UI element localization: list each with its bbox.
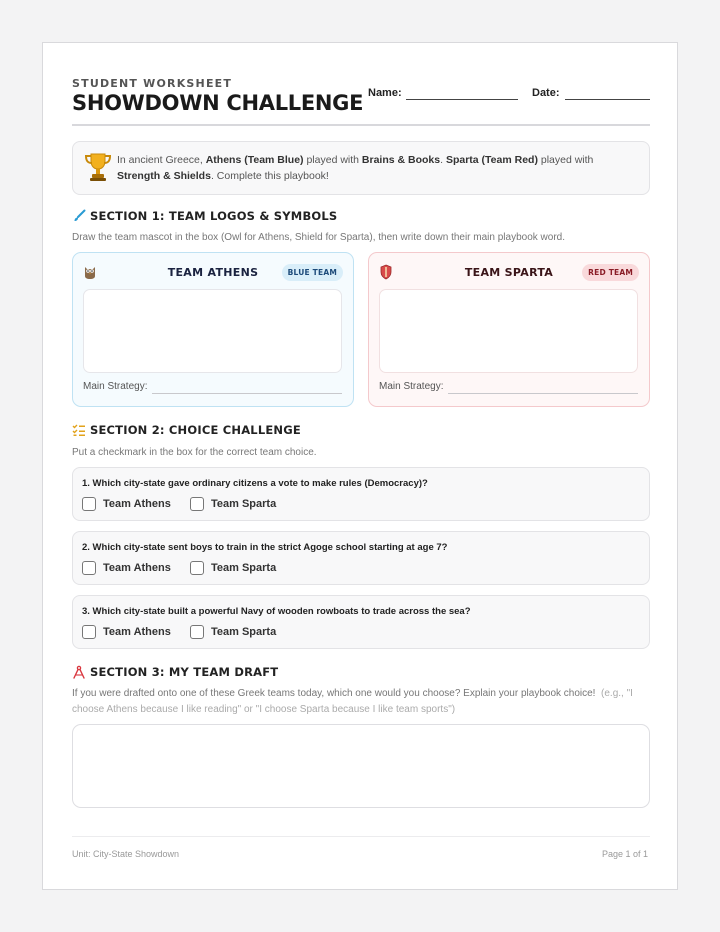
option-label: Team Sparta xyxy=(211,562,277,574)
intro-text-part: In ancient Greece, xyxy=(117,154,206,166)
team-sparta-card xyxy=(368,252,650,407)
intro-text-part: . xyxy=(440,154,446,166)
section-1-title: SECTION 1: TEAM LOGOS & SYMBOLS xyxy=(90,209,338,223)
blue-team-badge: BLUE TEAM xyxy=(282,264,343,281)
section-3-example: (e.g., "I choose Athens because I like reading" or "I choose Sparta because I like team sports") xyxy=(72,688,633,715)
section-3-title: SECTION 3: MY TEAM DRAFT xyxy=(90,665,279,679)
footer-divider xyxy=(72,836,650,837)
team-sparta-name: TEAM SPARTA xyxy=(464,266,554,279)
checkbox[interactable] xyxy=(82,625,96,639)
option-team-sparta[interactable] xyxy=(190,561,276,575)
option-team-athens[interactable] xyxy=(82,561,171,575)
date-field[interactable] xyxy=(565,99,650,100)
question-text: 1. Which city-state gave ordinary citizens a vote to make rules (Democracy)? xyxy=(82,478,428,489)
trophy-icon xyxy=(83,151,113,183)
athens-drawing-box[interactable] xyxy=(83,289,342,373)
option-team-athens[interactable] xyxy=(82,625,171,639)
intro-text-part: . Complete this playbook! xyxy=(210,170,329,182)
checklist-icon xyxy=(72,423,86,437)
question-card xyxy=(72,531,650,585)
intro-athens-highlight: Athens (Team Blue) xyxy=(205,154,304,166)
intro-sparta-highlight: Sparta (Team Red) xyxy=(445,154,538,166)
question-card xyxy=(72,467,650,521)
section-3-heading xyxy=(72,665,278,679)
option-label: Team Sparta xyxy=(211,498,277,510)
intro-athens-trait: Brains & Books xyxy=(361,154,441,166)
option-label: Team Sparta xyxy=(211,626,277,638)
section-2-title: SECTION 2: CHOICE CHALLENGE xyxy=(90,423,301,437)
section-1-description: Draw the team mascot in the box (Owl for Athens, Shield for Sparta), then write down their main playbook word. xyxy=(72,232,566,243)
question-text: 2. Which city-state sent boys to train in the strict Agoge school starting at age 7? xyxy=(82,542,448,553)
option-label: Team Athens xyxy=(103,626,171,638)
intro-text xyxy=(117,152,637,184)
checkbox[interactable] xyxy=(82,497,96,511)
checkbox[interactable] xyxy=(190,497,204,511)
intro-sparta-trait: Strength & Shields xyxy=(117,170,211,182)
paintbrush-icon xyxy=(72,209,86,223)
athens-strategy-field[interactable] xyxy=(152,393,342,394)
checkbox[interactable] xyxy=(190,625,204,639)
team-athens-card xyxy=(72,252,354,407)
sparta-drawing-box[interactable] xyxy=(379,289,638,373)
red-team-badge: RED TEAM xyxy=(582,264,639,281)
team-athens-name: TEAM ATHENS xyxy=(167,266,259,279)
sparta-strategy-field[interactable] xyxy=(448,393,638,394)
athens-strategy-label: Main Strategy: xyxy=(83,381,148,392)
option-team-athens[interactable] xyxy=(82,497,171,511)
question-card xyxy=(72,595,650,649)
section-3-prompt: If you were drafted onto one of these Greek teams today, which one would you choose? Explain your playbook choice! xyxy=(72,688,596,699)
name-label: Name: xyxy=(368,87,402,99)
checkbox[interactable] xyxy=(82,561,96,575)
option-team-sparta[interactable] xyxy=(190,497,276,511)
section-2-heading xyxy=(72,423,301,437)
worksheet-header xyxy=(72,77,650,126)
section-2-description: Put a checkmark in the box for the correct team choice. xyxy=(72,447,317,458)
section-1-heading xyxy=(72,209,337,223)
intro-callout xyxy=(72,141,650,195)
team-draft-answer-box[interactable] xyxy=(72,724,650,808)
page-title: SHOWDOWN CHALLENGE xyxy=(72,91,364,115)
sparta-strategy-label: Main Strategy: xyxy=(379,381,444,392)
question-text: 3. Which city-state built a powerful Navy of wooden rowboats to trade across the sea? xyxy=(82,606,471,617)
option-team-sparta[interactable] xyxy=(190,625,276,639)
footer-unit: Unit: City-State Showdown xyxy=(72,849,180,859)
section-3-description xyxy=(72,686,650,718)
name-field[interactable] xyxy=(406,99,518,100)
checkbox[interactable] xyxy=(190,561,204,575)
footer-page-number: Page 1 of 1 xyxy=(601,849,648,859)
intro-text-part: played with xyxy=(537,154,594,166)
option-label: Team Athens xyxy=(103,498,171,510)
compass-icon xyxy=(72,665,86,679)
date-label: Date: xyxy=(532,87,560,99)
option-label: Team Athens xyxy=(103,562,171,574)
worksheet-eyebrow: STUDENT WORKSHEET xyxy=(72,77,233,90)
intro-text-part: played with xyxy=(303,154,362,166)
worksheet-page xyxy=(42,42,678,890)
